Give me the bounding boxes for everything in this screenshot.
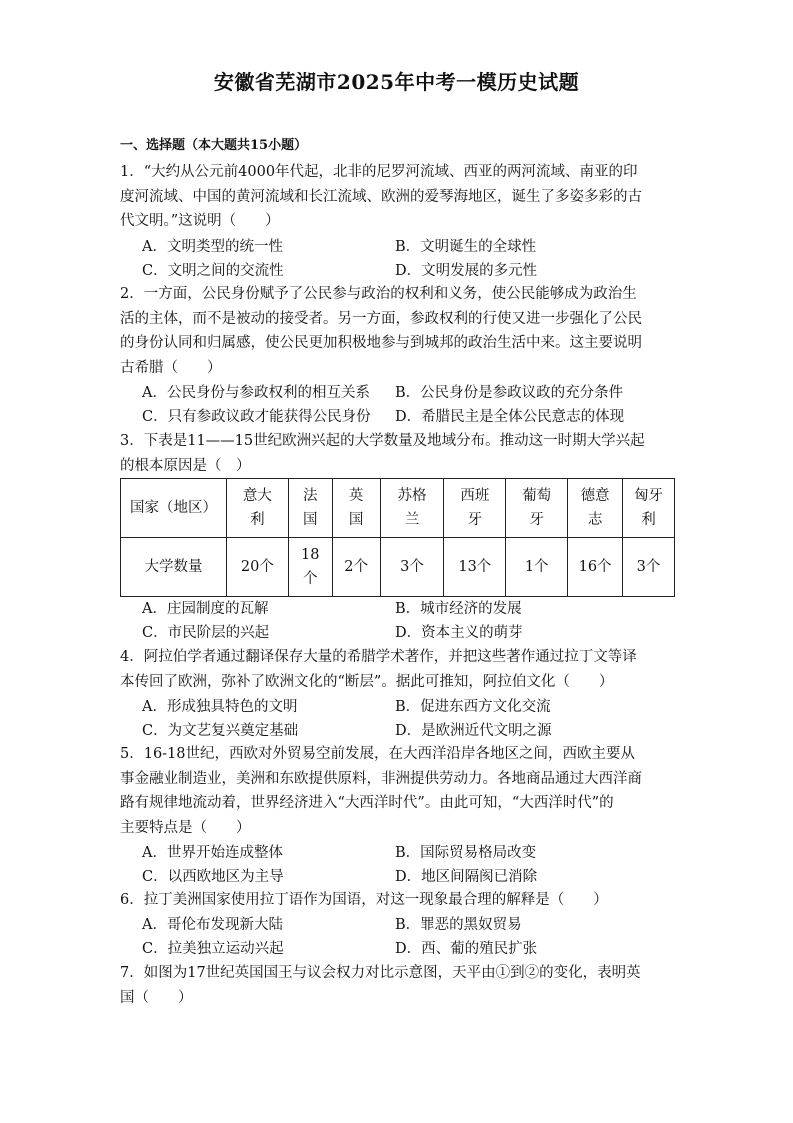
question-text-line: 本传回了欧洲，弥补了欧洲文化的“断层”。据此可推知，阿拉伯文化（ ）	[120, 673, 614, 690]
question-2	[120, 282, 680, 380]
table-header-cell: 葡萄牙	[506, 479, 568, 538]
question-text-line: 4．阿拉伯学者通过翻译保存大量的希腊学术著作，并把这些著作通过拉丁文等译	[120, 649, 637, 665]
option-b[interactable]: B．罪恶的黑奴贸易	[395, 917, 522, 933]
question-text-line: 度河流域、中国的黄河流域和长江流域、欧洲的爱琴海地区，诞生了多姿多彩的古	[120, 188, 642, 205]
page-title: 安徽省芜湖市2025年中考一模历史试题	[213, 70, 580, 94]
table-cell: 20个	[226, 538, 288, 597]
table-row	[121, 538, 675, 597]
question-text-line: 的根本原因是（ ）	[120, 457, 251, 474]
table-header-cell: 法国	[288, 479, 332, 538]
question-text-line: 路有规律地流动着，世界经济进入“大西洋时代”。由此可知，“大西洋时代”的	[120, 795, 614, 811]
question-text-line: 的身份认同和归属感，使公民更加积极地参与到城邦的政治生活中来。这主要说明	[120, 335, 642, 351]
table-cell: 1个	[506, 538, 568, 597]
option-c[interactable]: C．市民阶层的兴起	[142, 625, 270, 641]
table-cell: 13个	[444, 538, 506, 597]
question-1	[120, 160, 680, 234]
option-b[interactable]: B．文明诞生的全球性	[395, 239, 537, 255]
option-b[interactable]: B．城市经济的发展	[395, 601, 522, 617]
option-c[interactable]: C．拉美独立运动兴起	[142, 941, 284, 957]
option-c[interactable]: C．文明之间的交流性	[142, 263, 284, 279]
option-d[interactable]: D．西、葡的殖民扩张	[395, 941, 538, 957]
question-text-line: 5．16-18世纪，西欧对外贸易空前发展，在大西洋沿岸各地区之间，西欧主要从	[120, 746, 636, 762]
question-text-line: 代文明。”这说明（ ）	[120, 213, 280, 229]
question-3	[120, 429, 680, 478]
option-a[interactable]: A．形成独具特色的文明	[142, 699, 298, 715]
table-header-cell: 西班牙	[444, 479, 506, 538]
question-text-line: 古希腊（ ）	[120, 359, 222, 376]
option-c[interactable]: C．只有参政议政才能获得公民身份	[142, 409, 371, 425]
table-header-cell: 英国	[332, 479, 380, 538]
question-text-line: 7．如图为17世纪英国国王与议会权力对比示意图，天平由①到②的变化，表明英	[120, 965, 641, 981]
question-text-line: 1．“大约从公元前4000年代起，北非的尼罗河流域、西亚的两河流域、南亚的印	[120, 164, 638, 180]
option-a[interactable]: A．庄园制度的瓦解	[142, 601, 269, 617]
table-header-row	[121, 479, 675, 538]
option-d[interactable]: D．资本主义的萌芽	[395, 625, 523, 641]
question-text-line: 事金融业制造业，美洲和东欧提供原料，非洲提供劳动力。各地商品通过大西洋商	[120, 770, 642, 787]
section-heading: 一、选择题（本大题共15小题）	[120, 138, 308, 153]
table-header-cell: 意大利	[226, 479, 288, 538]
option-b[interactable]: B．促进东西方文化交流	[395, 699, 551, 715]
option-d[interactable]: D．地区间隔阂已消除	[395, 869, 538, 885]
table-cell: 3个	[623, 538, 675, 597]
table-cell: 16个	[568, 538, 623, 597]
table-cell: 大学数量	[121, 538, 227, 597]
table-cell: 3个	[380, 538, 444, 597]
table-cell: 18个	[288, 538, 332, 597]
question-6	[120, 888, 680, 913]
question-5	[120, 742, 680, 840]
option-a[interactable]: A．世界开始连成整体	[142, 845, 283, 861]
question-7	[120, 961, 680, 1010]
option-d[interactable]: D．文明发展的多元性	[395, 263, 538, 279]
table-header-cell: 国家（地区）	[121, 479, 227, 538]
option-d[interactable]: D．希腊民主是全体公民意志的体现	[395, 409, 625, 425]
question-text-line: 3．下表是11——15世纪欧洲兴起的大学数量及地域分布。推动这一时期大学兴起	[120, 433, 645, 449]
option-d[interactable]: D．是欧洲近代文明之源	[395, 723, 552, 739]
table-header-cell: 德意志	[568, 479, 623, 538]
table-header-cell: 匈牙利	[623, 479, 675, 538]
question-text-line: 国（ ）	[120, 989, 193, 1006]
option-a[interactable]: A．公民身份与参政权利的相互关系	[142, 385, 370, 401]
option-a[interactable]: A．文明类型的统一性	[142, 239, 283, 255]
option-c[interactable]: C．为文艺复兴奠定基础	[142, 723, 299, 739]
question-text-line: 6．拉丁美洲国家使用拉丁语作为国语，对这一现象最合理的解释是（ ）	[120, 892, 608, 908]
option-a[interactable]: A．哥伦布发现新大陆	[142, 917, 283, 933]
option-c[interactable]: C．以西欧地区为主导	[142, 869, 284, 885]
question-text-line: 活的主体，而不是被动的接受者。另一方面，参政权利的行使又进一步强化了公民	[120, 310, 642, 327]
option-b[interactable]: B．公民身份是参政议政的充分条件	[395, 385, 624, 401]
table-cell: 2个	[332, 538, 380, 597]
table-header-cell: 苏格兰	[380, 479, 444, 538]
option-b[interactable]: B．国际贸易格局改变	[395, 845, 537, 861]
question-text-line: 2．一方面，公民身份赋予了公民参与政治的权利和义务，使公民能够成为政治生	[120, 286, 637, 302]
question-text-line: 主要特点是（ ）	[120, 819, 251, 836]
question-4	[120, 645, 680, 694]
university-table	[120, 478, 675, 597]
